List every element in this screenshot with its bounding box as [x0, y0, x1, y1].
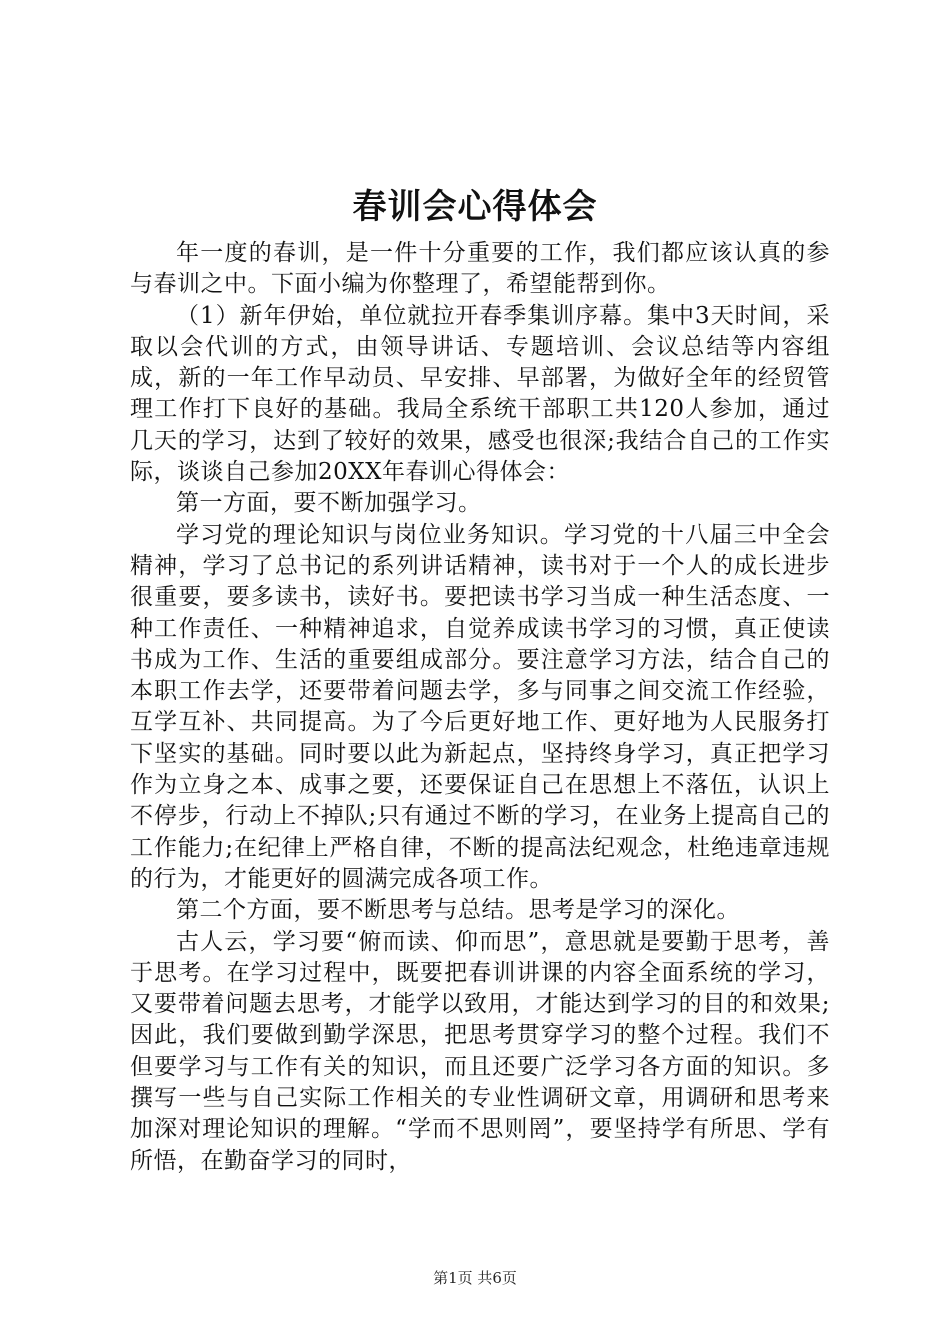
paragraph-intro: 年一度的春训，是一件十分重要的工作，我们都应该认真的参与春训之中。下面小编为你整理了，希望能帮到你。	[130, 240, 830, 298]
paragraph-heading-1: 第一方面，要不断加强学习。	[176, 490, 482, 517]
paragraph-heading-2: 第二个方面，要不断思考与总结。思考是学习的深化。	[176, 897, 740, 924]
paragraph-2: 学习党的理论知识与岗位业务知识。学习党的十八届三中全会精神，学习了总书记的系列讲话精神，读书对于一个人的成长进步很重要，要多读书，读好书。要把读书学习当成一种生活态度、一种工作责任、一种精神追求，自觉养成读书学习的习惯，真正使读书成为工作、生活的重要组成部分。要注意学习方法，结合自己的本职工作去学，还要带着问题去学，多与同事之间交流工作经验，互学互补、共同提高。为了今后更好地工作、更好地为人民服务打下坚实的基础。同时要以此为新起点，坚持终身学习，真正把学习作为立身之本、成事之要，还要保证自己在思想上不落伍，认识上不停步，行动上不掉队;只有通过不断的学习，在业务上提高自己的工作能力;在纪律上严格自律，不断的提高法纪观念，杜绝违章违规的行为，才能更好的圆满完成各项工作。	[130, 521, 830, 892]
document-body	[130, 238, 830, 1177]
paragraph-1: （1）新年伊始，单位就拉开春季集训序幕。集中3天时间，采取以会代训的方式，由领导讲话、专题培训、会议总结等内容组成，新的一年工作早动员、早安排、早部署，为做好全年的经贸管理工作打下良好的基础。我局全系统干部职工共120人参加，通过几天的学习，达到了较好的效果，感受也很深;我结合自己的工作实际，谈谈自己参加20XX年春训心得体会：	[130, 302, 830, 486]
document-title: 春训会心得体会	[352, 187, 598, 227]
paragraph-3: 古人云，学习要“俯而读、仰而思”，意思就是要勤于思考，善于思考。在学习过程中，既要把春训讲课的内容全面系统的学习，又要带着问题去思考，才能学以致用，才能达到学习的目的和效果;因此，我们要做到勤学深思，把思考贯穿学习的整个过程。我们不但要学习与工作有关的知识，而且还要广泛学习各方面的知识。多撰写一些与自己实际工作相关的专业性调研文章，用调研和思考来加深对理论知识的理解。“学而不思则罔”，要坚持学有所思、学有所悟，在勤奋学习的同时，	[130, 928, 830, 1174]
page-number-footer: 第1页 共6页	[433, 1269, 517, 1287]
